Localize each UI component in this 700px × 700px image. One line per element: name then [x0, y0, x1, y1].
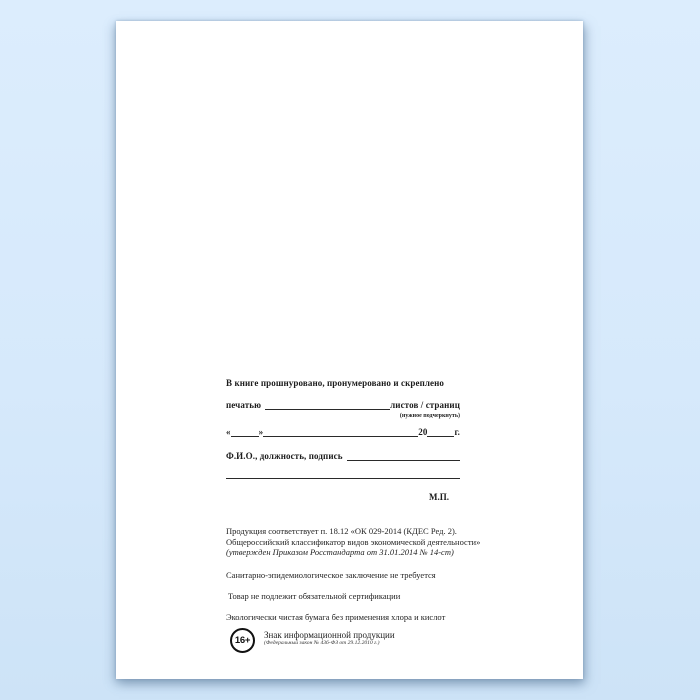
sanitary-note: Санитарно-эпидемиологическое заключение не требуется	[226, 570, 436, 580]
signature-blank-line	[347, 452, 460, 461]
underline-note: (нужное подчеркнуть)	[399, 413, 460, 419]
seal-blank-line	[265, 401, 390, 410]
seal-label: печатью	[226, 400, 262, 410]
federal-law-note: (Федеральный закон № 436-ФЗ от 29.12.2010 г.)	[264, 640, 380, 646]
date-year-prefix: 20	[418, 427, 428, 437]
stamp-placeholder: М.П.	[429, 492, 449, 502]
date-day-blank	[231, 428, 259, 437]
date-quote-open: «	[226, 427, 231, 437]
certification-note: Товар не подлежит обязательной сертификации	[228, 591, 401, 601]
paper-sheet	[116, 21, 583, 679]
binding-statement	[226, 378, 460, 389]
compliance-line-1: Продукция соответствует п. 18.12 «ОК 029-2014 (КДЕС Ред. 2).	[226, 526, 457, 536]
compliance-paragraph	[226, 526, 481, 558]
info-product-title: Знак информационной продукции	[264, 630, 395, 640]
compliance-line-3: (утвержден Приказом Росстандарта от 31.01.2014 № 14-ст)	[226, 547, 454, 557]
signature-label: Ф.И.О., должность, подпись	[226, 451, 343, 461]
age-16-badge-icon: 16+	[230, 628, 255, 653]
info-product-mark	[264, 630, 395, 647]
eco-note: Экологически чистая бумага без применения хлора и кислот	[226, 612, 446, 622]
binding-statement-text: В книге прошнуровано, пронумеровано и скреплено	[226, 378, 445, 388]
date-year-blank	[427, 428, 454, 437]
date-quote-close: »	[258, 427, 264, 437]
date-month-blank	[263, 428, 418, 437]
signature-line	[226, 451, 460, 462]
date-line	[226, 427, 460, 438]
compliance-line-2: Общероссийский классификатор видов экономической деятельности»	[226, 536, 481, 547]
seal-sheets-line	[226, 400, 460, 411]
signature-continuation-line	[226, 478, 460, 479]
date-year-suffix: г.	[454, 427, 460, 437]
sheets-pages-label: листов / страниц	[390, 400, 460, 410]
